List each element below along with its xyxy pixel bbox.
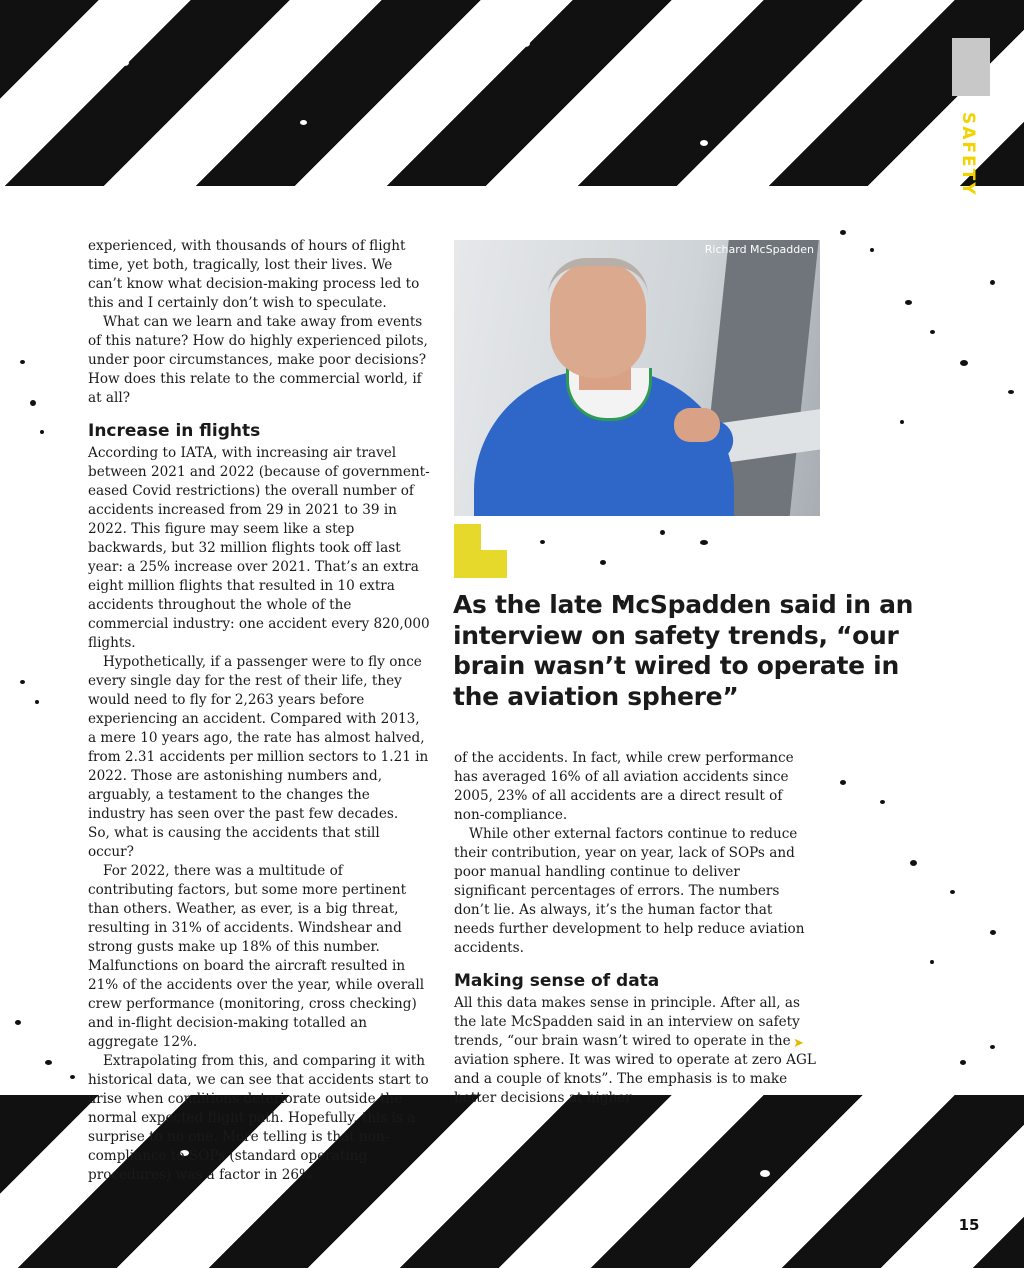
subheading-making-sense-of-data: Making sense of data	[454, 971, 660, 991]
section-label: SAFETY	[958, 112, 978, 197]
article-column-left	[88, 237, 430, 1185]
pull-quote: As the late McSpadden said in an interview on safety trends, “our brain wasn’t wired to operate in the aviation sphere”	[453, 590, 914, 711]
subheading-increase-in-flights: Increase in flights	[88, 421, 261, 441]
paragraph: So, what is causing the accidents that still occur?	[88, 825, 380, 860]
paragraph: While other external factors continue to reduce their contribution, year on year, lack of SOPs and poor manual handling continue to deliver significant percentages of errors. The numbers don’t lie. As always, it’s the human factor that needs further development to help reduce aviation accidents.	[454, 826, 805, 956]
quote-marker-block	[454, 524, 507, 578]
paragraph: Extrapolating from this, and comparing it with historical data, we can see that accidents start to arise when conditions deteriorate outside the normal expected flight path. Hopefully, this is a surprise to no one. More telling is that non-compliance to SOPs (standard operating procedures) was a factor in 26%	[88, 1053, 429, 1183]
paragraph: of the accidents. In fact, while crew performance has averaged 16% of all aviation accidents since 2005, 23% of all accidents are a direct result of non-compliance.	[454, 750, 794, 823]
paragraph: For 2022, there was a multitude of contributing factors, but some more pertinent than others. Weather, as ever, is a big threat, resulting in 31% of accidents. Windshear and strong gusts make up 18% of this number. Malfunctions on board the aircraft resulted in 21% of the accidents over the year, while overall crew performance (monitoring, cross checking) and in-flight decision-making totalled an aggregate 12%.	[88, 863, 425, 1050]
photo-caption: Richard McSpadden	[704, 243, 814, 256]
hazard-stripe-header	[0, 0, 1024, 186]
page-number: 15	[952, 1212, 986, 1238]
paragraph: According to IATA, with increasing air travel between 2021 and 2022 (because of government-eased Covid restrictions) the overall number of accidents increased from 29 in 2021 to 39 in 2022. This figure may seem like a step backwards, but 32 million flights took off last year: a 25% increase over 2021. That’s an extra eight million flights that resulted in 10 extra accidents throughout the whole of the commercial industry: one accident every 820,000 flights.	[88, 445, 430, 651]
portrait-photo	[454, 240, 820, 516]
continue-arrow-icon: ➤	[793, 1036, 804, 1051]
paragraph: Hypothetically, if a passenger were to fly once every single day for the rest of their life, they would need to fly for 2,263 years before experiencing an accident. Compared with 2013, a mere 10 years ago, the rate has almost halved, from 2.31 accidents per million sectors to 1.21 in 2022. Those are astonishing numbers and, arguably, a testament to the changes the industry has seen over the past few decades.	[88, 654, 429, 822]
section-tab-block	[952, 38, 990, 96]
paragraph: All this data makes sense in principle. After all, as the late McSpadden said in an interview on safety trends, “our brain wasn’t wired to operate in the aviation sphere. It was wired to operate at zero AGL and a couple of knots”. The emphasis is to make better decisions at higher	[454, 995, 816, 1106]
paragraph: experienced, with thousands of hours of flight time, yet both, tragically, lost their lives. We can’t know what decision-making process led to this and I certainly don’t wish to speculate.	[88, 238, 420, 311]
paragraph: What can we learn and take away from events of this nature? How do highly experienced pilots, under poor circumstances, make poor decisions? How does this relate to the commercial world, if at all?	[88, 314, 428, 406]
article-column-right	[454, 749, 816, 1108]
